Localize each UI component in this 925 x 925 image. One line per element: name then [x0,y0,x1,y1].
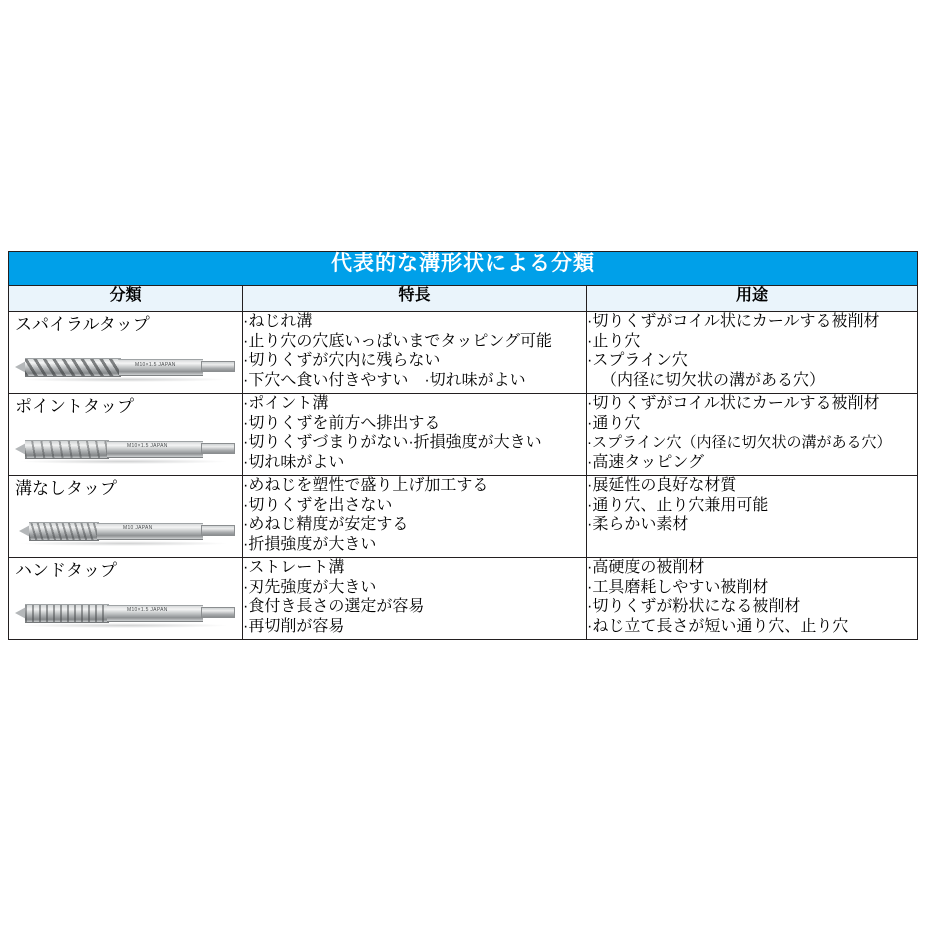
category-label: ポイントタップ [15,397,134,416]
list-item: ·切れ味がよい [243,453,345,471]
features-list [243,558,586,636]
table-header-row [9,286,918,312]
category-label: ハンドタップ [15,561,117,580]
list-item: ·めねじ精度が安定する [243,516,409,533]
category-label: 溝なしタップ [15,479,117,498]
uses-cell-hand [587,558,918,640]
list-item: ·めねじを塑性で盛り上げ加工する [243,477,489,494]
table-title: 代表的な溝形状による分類 [9,252,918,286]
list-item: ·ねじれ溝 [243,313,313,330]
table-row [9,558,918,640]
list-item: ·スプライン穴 [587,352,688,369]
list-item: ·食付き長さの選定が容易 [243,598,425,615]
features-cell-point [243,394,587,476]
column-header-category: 分類 [9,286,243,312]
tap-stamp-text: M10×1.5 JAPAN [135,362,176,368]
features-cell-spiral [243,312,587,394]
list-item: ·高速タッピング [587,453,705,471]
list-item: ·切りくずを前方へ排出する [243,414,441,432]
uses-cell-fluteless [587,476,918,558]
hand-tap-photo [9,583,242,639]
table-title-row [9,252,918,286]
classification-table-wrapper [8,251,917,640]
category-cell-point [9,394,243,476]
features-list [243,312,586,390]
list-item: ·刃先強度が大きい [243,578,377,596]
category-cell-hand [9,558,243,640]
uses-list [587,312,917,390]
list-item: ·ねじ立て長さが短い通り穴、止り穴 [587,617,849,635]
tap-stamp-text: M10 JAPAN [123,525,153,531]
list-item: ·切りくずが穴内に残らない [243,352,441,369]
point-tap-photo [9,419,242,475]
tap-stamp-text: M10×1.5 JAPAN [127,607,168,613]
features-list [243,394,586,472]
category-cell-fluteless [9,476,243,558]
tap-stamp-text: M10×1.5 JAPAN [127,443,168,449]
list-item: ·止り穴の穴底いっぱいまでタッピング可能 [243,332,553,350]
classification-table [8,251,918,640]
features-cell-fluteless [243,476,587,558]
list-item: ·切りくずづまりがない·折損強度が大きい [243,434,542,451]
list-item: ·ポイント溝 [243,395,329,412]
list-item: ·切りくずが粉状になる被削材 [587,598,801,615]
list-item: ·下穴へ食い付きやすい ·切れ味がよい [243,371,526,389]
category-cell-spiral [9,312,243,394]
list-item: ·柔らかい素材 [587,516,689,533]
uses-list [587,394,917,472]
list-item: ·切りくずがコイル状にカールする被削材 [587,313,880,330]
column-header-uses: 用途 [587,286,918,312]
list-item: ·切りくずがコイル状にカールする被削材 [587,395,880,412]
list-item: ·止り穴 [587,332,641,350]
category-label: スパイラルタップ [15,315,150,334]
column-header-features: 特長 [243,286,587,312]
features-list [243,476,586,554]
list-item: （内径に切欠状の溝がある穴） [601,371,826,389]
list-item: ·ストレート溝 [243,559,345,576]
uses-list [587,558,917,636]
fluteless-tap-photo [9,501,242,557]
list-item: ·スプライン穴（内径に切欠状の溝がある穴） [587,434,892,451]
list-item: ·折損強度が大きい [243,535,377,553]
table-row [9,312,918,394]
list-item: ·通り穴 [587,414,641,432]
list-item: ·工具磨耗しやすい被削材 [587,578,769,596]
list-item: ·切りくずを出さない [243,496,393,514]
features-cell-hand [243,558,587,640]
uses-cell-point [587,394,918,476]
table-row [9,476,918,558]
uses-list [587,476,917,535]
list-item: ·高硬度の被削材 [587,559,705,576]
table-row [9,394,918,476]
list-item: ·展延性の良好な材質 [587,477,737,494]
spiral-tap-photo [9,337,242,393]
list-item: ·通り穴、止り穴兼用可能 [587,496,769,514]
list-item: ·再切削が容易 [243,617,345,635]
uses-cell-spiral [587,312,918,394]
